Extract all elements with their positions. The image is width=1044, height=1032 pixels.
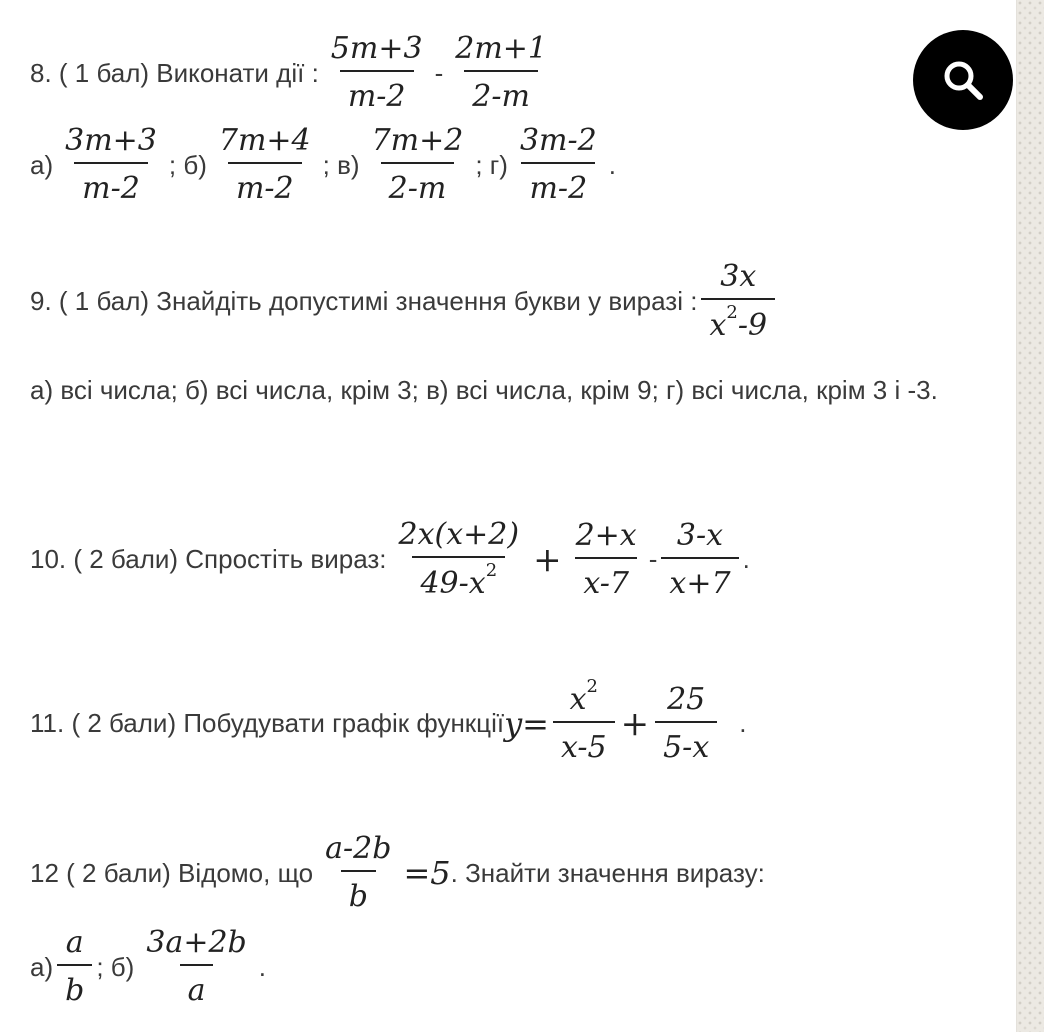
q8-minus: -: [434, 57, 444, 88]
question-11-label: 11. ( 2 бали) Побудувати графік функції: [30, 708, 505, 738]
q8-answer-a: [57, 123, 165, 206]
fraction-numerator: 3m+3: [65, 123, 157, 158]
fraction-numerator: 2x(x+2): [398, 517, 520, 552]
num-exponent: 2: [586, 676, 598, 697]
question-9-answers: а) всі числа; б) всі числа, крім 3; в) всі числа, крім 9; г) всі числа, крім 3 і -3.: [30, 375, 938, 405]
q10-fraction-3: [661, 517, 738, 601]
q11-fraction-1: [553, 676, 615, 765]
den-exponent: 2: [726, 302, 738, 323]
answer-a-label: а): [30, 149, 54, 180]
q12-fraction: [317, 831, 399, 914]
q8-answer-b: [211, 123, 319, 206]
question-10: [30, 517, 750, 601]
fraction-denominator: x-7: [575, 557, 637, 599]
q11-fraction-2: [655, 681, 717, 765]
answer-c-label: ; в): [322, 149, 360, 180]
fraction-denominator: m-2: [521, 162, 595, 204]
fraction-denominator: [412, 556, 505, 599]
question-12-rest: . Знайти значення виразу:: [450, 857, 765, 888]
minus-sign: -: [648, 544, 658, 574]
question-12: [30, 831, 765, 914]
question-10-label: 10. ( 2 бали) Спростіть вираз:: [30, 544, 387, 574]
fraction-denominator: 2-m: [381, 162, 455, 204]
q8-answer-c: [364, 123, 472, 206]
question-8: [30, 31, 559, 114]
question-8-answers: [30, 123, 616, 206]
fraction-numerator: 3m-2: [519, 123, 597, 158]
fraction-denominator: 2-m: [464, 70, 538, 112]
answer-d-label: ; г): [475, 149, 508, 180]
fraction-numerator: 25: [667, 681, 706, 717]
question-12-label: 12 ( 2 бали) Відомо, що: [30, 857, 314, 888]
fraction-denominator: 5-x: [655, 721, 717, 763]
den-base: 49-x: [420, 566, 486, 601]
den-base: x: [709, 308, 727, 343]
fraction-denominator: b: [57, 964, 92, 1006]
period: .: [258, 951, 266, 982]
equals-five: =5: [403, 854, 451, 892]
fraction-denominator: m-2: [74, 162, 148, 204]
q8-answer-d: [512, 123, 605, 206]
answer-b-label: ; б): [96, 951, 135, 982]
q10-fraction-2: [568, 517, 645, 601]
fraction-denominator: [701, 298, 775, 341]
period: .: [608, 149, 616, 180]
fraction-numerator: a: [65, 925, 84, 960]
plus-sign: +: [620, 703, 650, 744]
fraction-denominator: a: [180, 964, 214, 1006]
fraction-numerator: 3a+2b: [146, 925, 247, 960]
num-base: x: [569, 682, 587, 717]
q8-fraction-2: [447, 31, 555, 114]
fraction-numerator: 3x: [720, 259, 757, 294]
search-icon: [941, 58, 985, 102]
y-equals: y=: [504, 704, 549, 743]
fraction-denominator: x+7: [661, 557, 738, 599]
fraction-numerator: 5m+3: [330, 31, 423, 66]
fraction-numerator: 3-x: [676, 517, 724, 553]
answer-b-label: ; б): [168, 149, 207, 180]
den-rest: -9: [737, 308, 768, 343]
period: .: [739, 708, 747, 738]
fraction-denominator: m-2: [228, 162, 302, 204]
fraction-numerator: 2m+1: [455, 31, 547, 66]
fraction-denominator: m-2: [340, 70, 414, 112]
question-12-answers: [30, 925, 266, 1008]
search-button[interactable]: [913, 30, 1013, 130]
q10-fraction-1: [391, 517, 528, 601]
plus-sign: +: [533, 539, 562, 580]
fraction-numerator: a-2b: [325, 831, 392, 866]
q12-answer-b: [138, 925, 254, 1008]
question-9-label: 9. ( 1 бал) Знайдіть допустимі значення букви у виразі :: [30, 286, 698, 316]
den-exponent: 2: [485, 560, 498, 581]
fraction-numerator: 2+x: [575, 517, 637, 553]
fraction-numerator: 7m+4: [218, 123, 311, 158]
question-9: [30, 259, 779, 343]
fraction-denominator: x-5: [553, 721, 615, 763]
fraction-numerator: [562, 676, 606, 721]
q8-fraction-1: [323, 31, 431, 114]
fraction-denominator: b: [341, 870, 376, 912]
answer-a-label: а): [30, 951, 54, 982]
question-11: [30, 676, 747, 765]
q9-fraction: [701, 259, 775, 343]
fraction-numerator: 7m+2: [371, 123, 464, 158]
period: .: [742, 544, 750, 574]
question-8-label: 8. ( 1 бал) Виконати дії :: [30, 57, 319, 88]
q12-answer-a: [57, 925, 92, 1008]
page-edge-strip: [1016, 0, 1044, 1032]
